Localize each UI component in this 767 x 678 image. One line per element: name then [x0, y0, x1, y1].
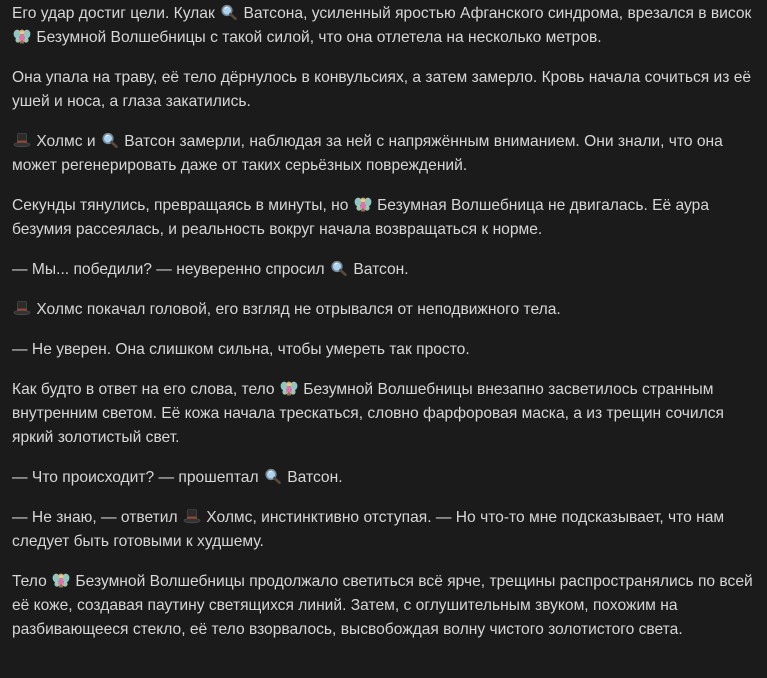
fairy-icon — [13, 28, 31, 44]
message-text: Ватсон. — [349, 261, 409, 278]
message-paragraph — [12, 506, 757, 554]
message-text: Как будто в ответ на его слова, тело — [12, 381, 279, 398]
magnifier-icon — [264, 468, 282, 484]
message-text: — Не знаю, — ответил — [12, 509, 182, 526]
fairy-icon — [280, 380, 298, 396]
message-paragraph — [12, 258, 757, 282]
message-paragraph — [12, 130, 757, 178]
message-text: Ватсон. — [282, 469, 343, 486]
message-text: — Что происходит? — прошептал — [12, 469, 263, 486]
message-paragraph — [12, 338, 757, 362]
message-text: Холмс, инстинктивно отступая. — Но что-то мне подсказывает, что нам следует быть готовыми к худшему. — [12, 509, 725, 550]
message-text: Секунды тянулись, превращаясь в минуты, но — [12, 197, 353, 214]
top-hat-icon — [183, 508, 201, 524]
message-text: Холмс и — [32, 133, 100, 150]
message-paragraph — [12, 66, 757, 114]
magnifier-icon — [101, 132, 119, 148]
message-text: Ватсон замерли, наблюдая за ней с напряжённым вниманием. Они знали, что она может регенерировать даже от таких серьёзных повреждений. — [12, 133, 723, 174]
message-text: Безумная Волшебница не двигалась. Её аура безумия рассеялась, и реальность вокруг начала возвращаться к норме. — [12, 197, 709, 238]
message-text: Безумной Волшебницы с такой силой, что она отлетела на несколько метров. — [32, 29, 602, 46]
message-text: Тело — [12, 573, 52, 590]
message-paragraph — [12, 2, 757, 50]
message-paragraph — [12, 570, 757, 642]
message-text: Холмс покачал головой, его взгляд не отрывался от неподвижного тела. — [32, 301, 561, 318]
message-text: — Не уверен. Она слишком сильна, чтобы умереть так просто. — [12, 341, 470, 358]
message-text: Безумной Волшебницы внезапно засветилось странным внутренним светом. Её кожа начала трескаться, словно фарфоровая маска, а из трещин сочился яркий золотистый свет. — [12, 381, 724, 446]
fairy-icon — [354, 196, 372, 212]
top-hat-icon — [13, 132, 31, 148]
message-paragraph — [12, 466, 757, 490]
message-paragraph — [12, 378, 757, 450]
message-text: — Мы... победили? — неуверенно спросил — [12, 261, 329, 278]
message-paragraph — [12, 298, 757, 322]
message-text: Его удар достиг цели. Кулак — [12, 5, 220, 22]
message-text: Она упала на траву, её тело дёрнулось в конвульсиях, а затем замерло. Кровь начала сочиться из её ушей и носа, а глаза закатились. — [12, 69, 752, 110]
top-hat-icon — [13, 300, 31, 316]
fairy-icon — [52, 572, 70, 588]
message-paragraph — [12, 194, 757, 242]
chat-message — [12, 2, 757, 658]
magnifier-icon — [220, 4, 238, 20]
message-text: Безумной Волшебницы продолжало светиться всё ярче, трещины распространялись по всей её коже, создавая паутину светящихся линий. Затем, с оглушительным звуком, похожим на разбивающееся стекло, её тело взорвалось, высвобождая волну чистого золотистого света. — [12, 573, 753, 638]
message-text: Ватсона, усиленный яростью Афганского синдрома, врезался в висок — [239, 5, 752, 22]
magnifier-icon — [330, 260, 348, 276]
